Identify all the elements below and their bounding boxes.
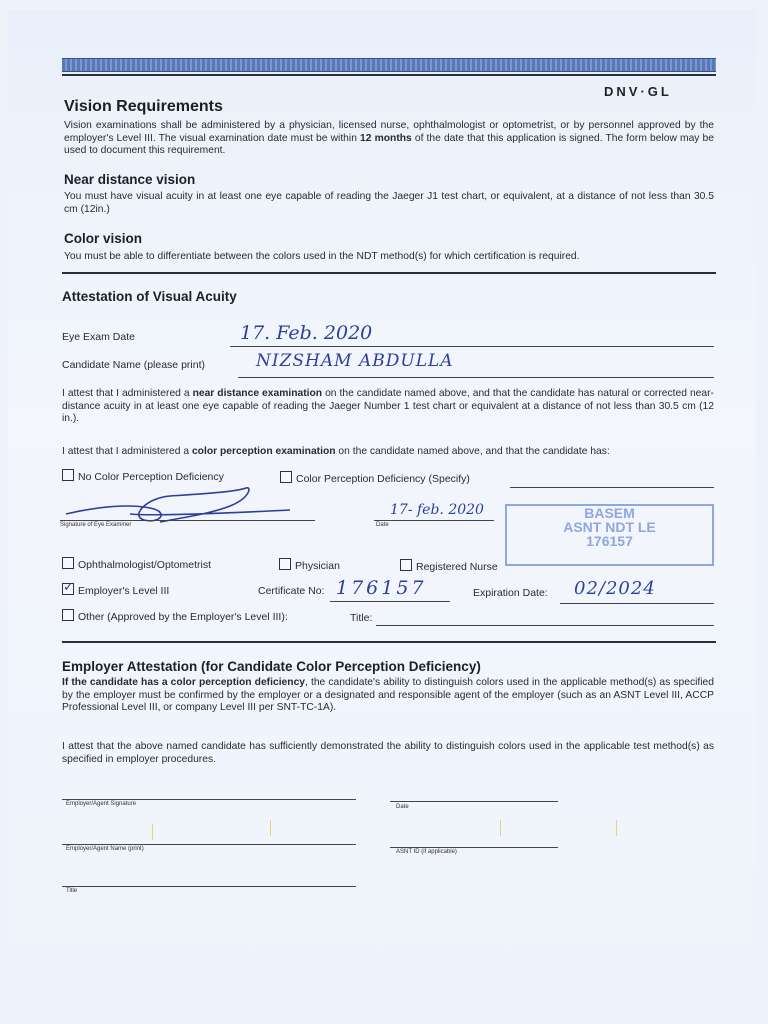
no-deficiency-option[interactable]: No Color Perception Deficiency <box>62 469 224 483</box>
role-ophthalmologist-option[interactable]: Ophthalmologist/Optometrist <box>62 557 211 571</box>
exam-date-line <box>374 520 494 521</box>
employer-para: If the candidate has a color perception deficiency, the candidate's ability to distinguish colors used in the applicable method(s) as specified by the employer must be confirmed by the employer or a designated and responsible agent of the employer (such as an ASNT Level III, ACCP Professional Level III, or company Level III per SNT-TC-1A). <box>62 677 714 713</box>
stamp-line-3: 176157 <box>586 533 633 549</box>
asnt-id-label: ASNT ID (if applicable) <box>396 849 457 855</box>
eye-exam-date-value[interactable]: 17. Feb. 2020 <box>240 322 373 344</box>
mark <box>152 824 153 840</box>
employer-title-line[interactable] <box>62 886 356 887</box>
exam-date-label: Date <box>376 522 389 528</box>
mark <box>616 820 617 836</box>
certificate-value[interactable]: 176157 <box>336 577 427 599</box>
certificate-label: Certificate No: <box>258 585 325 597</box>
eye-exam-label: Eye Exam Date <box>62 331 135 343</box>
certificate-line <box>330 601 450 602</box>
ophthalmologist-checkbox[interactable] <box>62 557 74 569</box>
role-other-option[interactable]: Other (Approved by the Employer's Level III): <box>62 609 288 623</box>
signature-line <box>60 520 315 521</box>
deficiency-specify-line[interactable] <box>510 487 714 488</box>
candidate-name-value[interactable]: NIZSHAM ABDULLA <box>256 351 454 371</box>
deficiency-option[interactable]: Color Perception Deficiency (Specify) <box>280 471 470 485</box>
role-employer-level-option[interactable]: ✓Employer's Level III <box>62 583 169 597</box>
employer-name-line[interactable] <box>62 844 356 845</box>
color-title: Color vision <box>64 231 143 246</box>
certification-stamp <box>505 504 714 566</box>
mark <box>500 820 501 836</box>
other-checkbox[interactable] <box>62 609 74 621</box>
employer-date-label: Date <box>396 804 409 810</box>
employer-date-line[interactable] <box>390 801 558 802</box>
stamp-line-2: ASNT NDT LE <box>563 519 656 535</box>
expiration-label: Expiration Date: <box>473 587 548 599</box>
near-text: You must have visual acuity in at least one eye capable of reading the Jaeger J1 test chart, or equivalent, at a distance of not less than 30.5 cm (12in.) <box>64 191 714 215</box>
nurse-checkbox[interactable] <box>400 559 412 571</box>
color-attest-text: I attest that I administered a color perception examination on the candidate named above, and that the candidate has: <box>62 446 610 457</box>
role-physician-option[interactable]: Physician <box>279 558 340 572</box>
dnv-gl-logo: DNV·GL <box>604 84 672 99</box>
section-divider <box>62 272 716 274</box>
vision-title: Vision Requirements <box>64 98 223 115</box>
exam-date-value[interactable]: 17- feb. 2020 <box>390 502 484 518</box>
title-label: Title: <box>350 612 373 624</box>
title-line[interactable] <box>376 625 714 626</box>
employer-attest-text: I attest that the above named candidate has sufficiently demonstrated the ability to distinguish colors used in the applicable test method(s) as specified in employer procedures. <box>62 741 714 765</box>
employer-signature-line[interactable] <box>62 799 356 800</box>
employer-signature-label: Employer/Agent Signature <box>66 801 137 807</box>
physician-checkbox[interactable] <box>279 558 291 570</box>
near-attest-text: I attest that I administered a near distance examination on the candidate named above, and that the candidate has natural or corrected near-distance acuity in at least one eye capable of reading the Jaeger Number 1 test chart or equivalent at a distance of not less than 30.5 cm (12 in.). <box>62 388 714 424</box>
near-title: Near distance vision <box>64 172 196 187</box>
employer-name-label: Employer/Agent Name (print) <box>66 846 144 852</box>
no-deficiency-checkbox[interactable] <box>62 469 74 481</box>
employer-title: Employer Attestation (for Candidate Color Perception Deficiency) <box>62 659 481 674</box>
asnt-id-line[interactable] <box>390 847 558 848</box>
stamp-line-1: BASEM <box>584 505 635 521</box>
candidate-label: Candidate Name (please print) <box>62 359 205 371</box>
expiration-value[interactable]: 02/2024 <box>574 578 656 599</box>
deficiency-checkbox[interactable] <box>280 471 292 483</box>
header-bar <box>62 58 716 72</box>
role-nurse-option[interactable]: Registered Nurse <box>400 559 498 573</box>
header-rule <box>62 74 716 76</box>
candidate-line <box>238 377 714 378</box>
attestation-title: Attestation of Visual Acuity <box>62 289 237 304</box>
vision-intro: Vision examinations shall be administered by a physician, licensed nurse, ophthalmologist or optometrist, or by personnel approved by the employer's Level III. The visual examination date must be within 12 months of the date that this application is signed. The form below may be used to document this requirement. <box>64 120 714 156</box>
employer-divider <box>62 641 716 643</box>
employer-title-label: Title <box>66 888 78 894</box>
signature-label: Signature of Eye Examiner <box>60 522 132 528</box>
expiration-line <box>560 603 714 604</box>
mark <box>270 820 271 836</box>
color-text: You must be able to differentiate between the colors used in the NDT method(s) for which certification is required. <box>64 251 580 262</box>
eye-exam-line <box>230 346 714 347</box>
employer-level-checkbox[interactable] <box>62 583 74 595</box>
